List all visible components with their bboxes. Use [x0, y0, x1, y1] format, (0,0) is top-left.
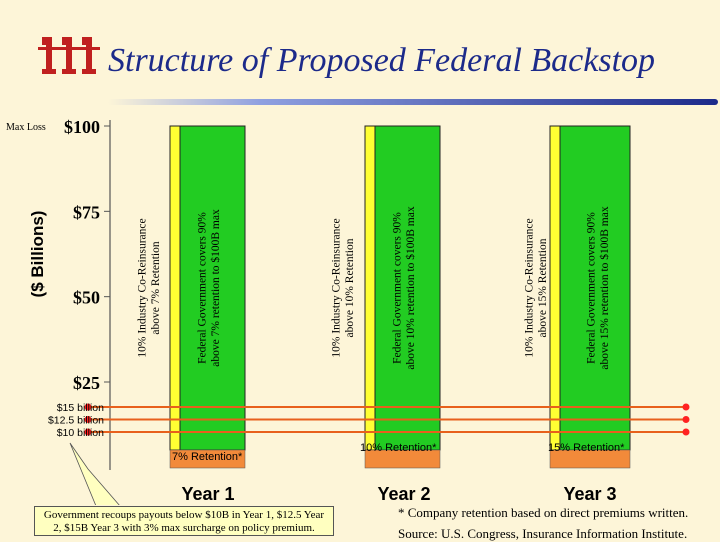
recoup-note: Government recoups payouts below $10B in Year 1, $12.5 Year 2, $15B Year 3 with 3% max surcharge on policy premium. — [34, 506, 334, 536]
recoup-label: $12.5 billion — [47, 414, 104, 427]
y-tick-label: $75 — [73, 202, 100, 223]
recoup-dot — [683, 416, 690, 423]
industry-coreinsurance-bar — [170, 126, 180, 450]
y-tick-label: $50 — [73, 287, 100, 308]
recoup-label: $15 billion — [56, 402, 104, 414]
y-tick-label: $100 — [64, 117, 100, 137]
recoup-label: $10 billion — [56, 427, 104, 439]
year-label: Year 3 — [563, 484, 617, 504]
y-axis-title: ($ Billions) — [28, 210, 47, 298]
recoup-dot — [683, 429, 690, 436]
federal-label: Federal Government covers 90%above 7% retention to $100B max — [196, 209, 222, 367]
y-tick-label: $25 — [73, 373, 100, 393]
industry-coreinsurance-bar — [550, 126, 560, 450]
industry-label: 10% Industry Co-Reinsuranceabove 15% Retention — [523, 218, 549, 358]
year-label: Year 1 — [181, 484, 235, 504]
max-loss-label: Max Loss — [6, 122, 46, 133]
retention-label: 7% Retention* — [172, 451, 243, 463]
retention-footnote: * Company retention based on direct premiums written. — [398, 505, 689, 520]
retention-label: 10% Retention* — [360, 442, 437, 454]
retention-label: 15% Retention* — [548, 442, 625, 454]
source-note: Source: U.S. Congress, Insurance Information Institute. — [398, 526, 688, 541]
recoup-dot — [683, 404, 690, 411]
federal-label: Federal Government covers 90%above 15% retention to $100B max — [585, 206, 611, 370]
industry-label: 10% Industry Co-Reinsuranceabove 10% Retention — [330, 218, 356, 358]
industry-label: 10% Industry Co-Reinsuranceabove 7% Retention — [136, 218, 162, 358]
labels-layer — [6, 117, 625, 504]
note-pointer — [70, 443, 120, 505]
federal-label: Federal Government covers 90%above 10% retention to $100B max — [391, 206, 417, 370]
industry-coreinsurance-bar — [365, 126, 375, 450]
page-title: Structure of Proposed Federal Backstop — [108, 42, 656, 79]
year-label: Year 2 — [377, 484, 431, 504]
